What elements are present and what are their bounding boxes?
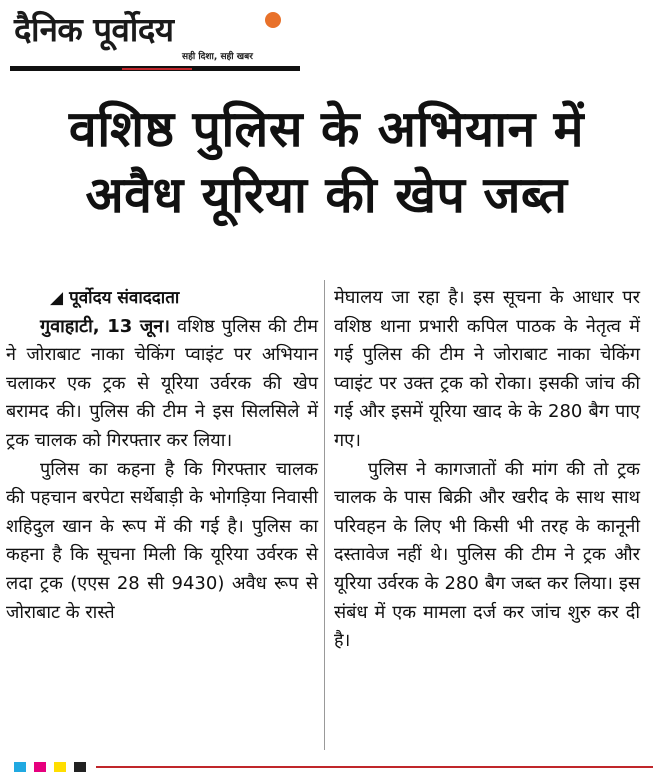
masthead-accent-rule (122, 68, 192, 70)
headline-line-2: अवैध यूरिया की खेप जब्त (85, 166, 568, 224)
article-paragraph-4: पुलिस ने कागजातों की मांग की तो ट्रक चालक के पास बिक्री और खरीद के साथ साथ परिवहन के लिए भी किसी भी तरह के कानूनी दस्तावेज नहीं थे। पुलिस की टीम ने ट्रक और यूरिया उर्वरक के 280 बैग जब्त कर लिया। इस संबंध में एक मामला दर्ज कर जांच शुरु कर दी है। (334, 458, 640, 652)
cyan-swatch (14, 762, 26, 772)
article-column-left (6, 284, 318, 627)
article-paragraph-2: पुलिस का कहना है कि गिरफ्तार चालक की पहचान बरपेटा सर्थेबाड़ी के भोगड़िया निवासी शहिदुल खान के रूप में की गई है। पुलिस का कहना है कि सूचना मिली कि यूरिया उर्वरक से लदा ट्रक (एएस 28 सी 9430) अवैध रूप से जोराबाट के रास्ते (6, 458, 318, 623)
article-paragraph-3: मेघालय जा रहा है। इस सूचना के आधार पर वशिष्ठ थाना प्रभारी कपिल पाठक के नेतृत्व में गई पुलिस की टीम ने जोराबाट नाका चेकिंग प्वाइंट पर उक्त ट्रक को रोका। इसकी जांच की गई और इसमें यूरिया खाद के के 280 बैग पाए गए। (334, 287, 640, 451)
headline-line-1: वशिष्ठ पुलिस के अभियान में (68, 100, 585, 158)
yellow-swatch (54, 762, 66, 772)
footer-rule (96, 766, 653, 768)
print-color-marks (0, 762, 90, 772)
logo-sun-icon (265, 12, 281, 28)
dateline: गुवाहाटी, 13 जून। (40, 315, 171, 337)
masthead (10, 6, 310, 72)
headline (0, 96, 653, 228)
column-divider (324, 280, 325, 750)
newspaper-tagline: सही दिशा, सही खबर (182, 52, 253, 62)
newspaper-logo: दैनिक पूर्वोदय (14, 10, 174, 49)
article-paragraph-1 (6, 313, 318, 456)
magenta-swatch (34, 762, 46, 772)
byline (6, 284, 318, 313)
article-column-right (334, 284, 640, 656)
byline-text: पूर्वोदय संवाददाता (69, 288, 180, 308)
black-swatch (74, 762, 86, 772)
byline-arrow-icon: ◢ (50, 288, 64, 308)
paragraph-1-text: वशिष्ठ पुलिस की टीम ने जोराबाट नाका चेकिंग प्वाइंट पर अभियान चलाकर एक ट्रक से यूरिया उर्वरक की खेप बरामद की। पुलिस की टीम ने इस सिलसिले में ट्रक चालक को गिरफ्तार कर लिया। (6, 315, 318, 451)
